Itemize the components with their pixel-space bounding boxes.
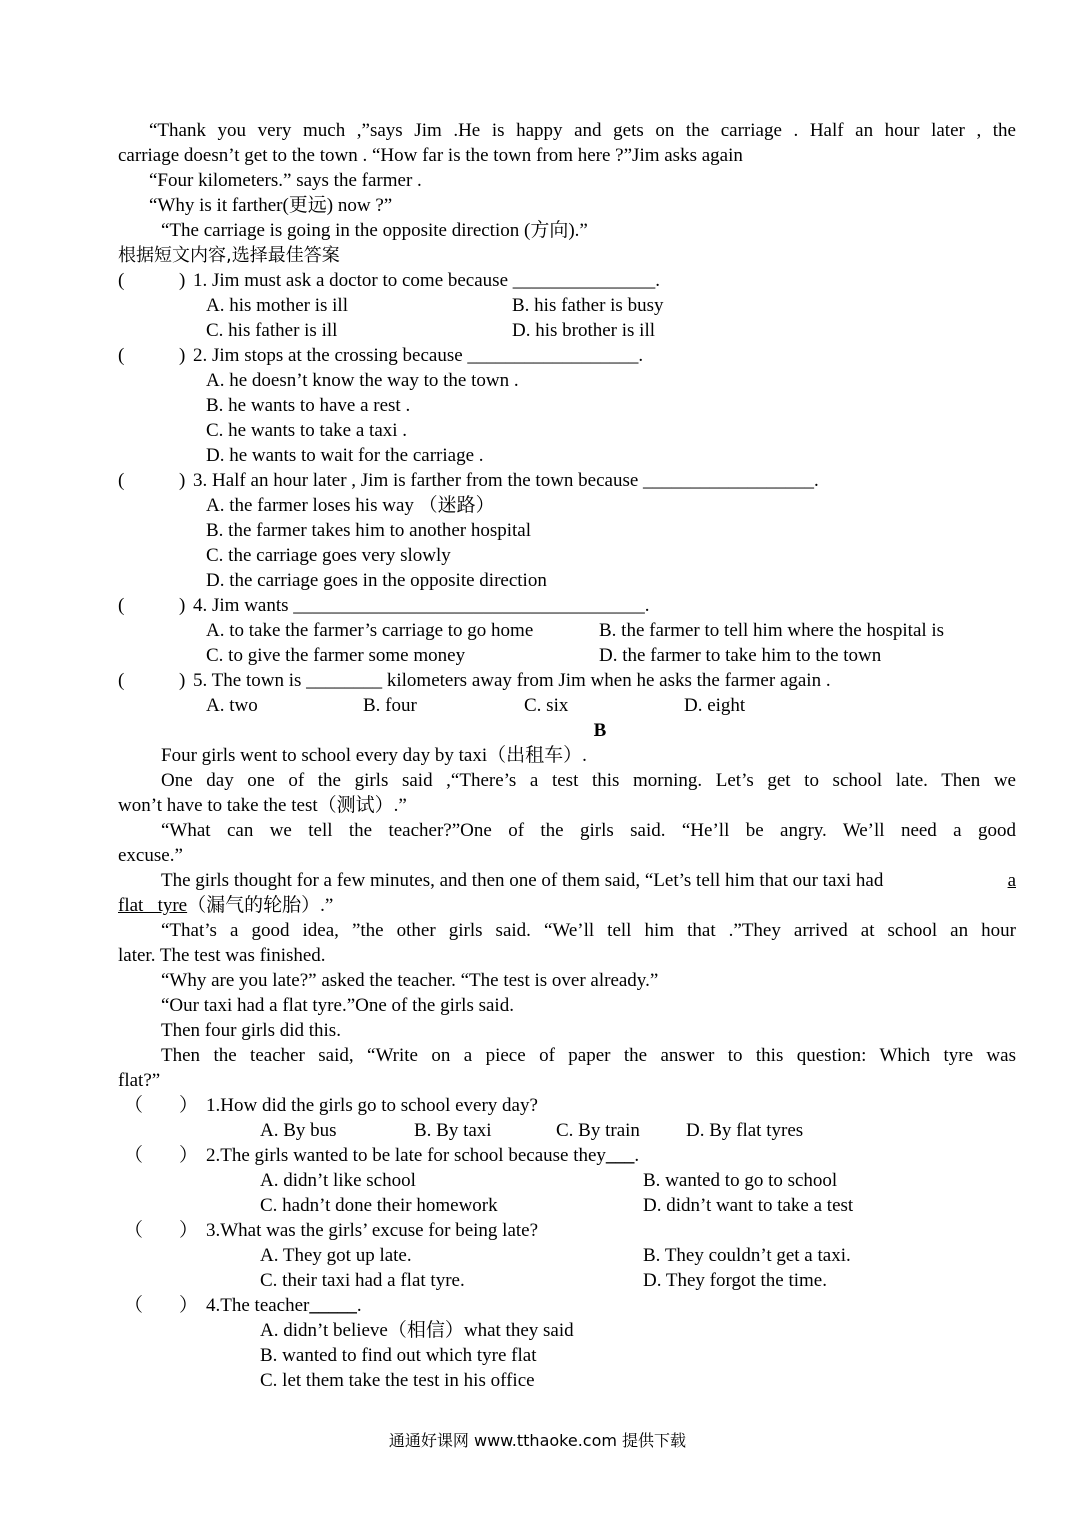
- passage-b-p6: “Why are you late?” asked the teacher. “The test is over already.”: [161, 970, 659, 991]
- option: D. didn’t want to take a test: [643, 1195, 854, 1216]
- option: C. to give the farmer some money: [206, 645, 466, 666]
- question-b4-end: .: [356, 1295, 362, 1316]
- option: C. he wants to take a taxi .: [206, 420, 408, 441]
- passage-a-line-4: “Why is it farther(更远) now ?”: [149, 195, 393, 216]
- section-b-heading: B: [593, 720, 607, 741]
- passage-b-p7: “Our taxi had a flat tyre.”One of the girls said.: [161, 995, 514, 1016]
- answer-paren-open: （: [124, 1295, 144, 1316]
- passage-b-p4a: The girls thought for a few minutes, and then one of them said, “Let’s tell him that our taxi had: [161, 870, 884, 891]
- option: D. he wants to wait for the carriage .: [206, 445, 484, 466]
- passage-b-p3a: “What can we tell the teacher?”One of the girls said. “He’ll be angry. We’ll need a good: [161, 820, 1016, 841]
- passage-a-line-1: “Thank you very much ,”says Jim .He is happy and gets on the carriage . Half an hour later , the: [149, 120, 1016, 141]
- answer-paren-close: ): [179, 270, 186, 291]
- passage-b-p4b-row: [118, 893, 333, 918]
- question-b3-stem: 3.What was the girls’ excuse for being late?: [206, 1220, 539, 1241]
- option: A. didn’t believe（相信）what they said: [260, 1320, 574, 1341]
- question-a4-stem: 4. Jim wants _____________________________________.: [193, 595, 650, 616]
- passage-b-p2a: One day one of the girls said ,“There’s a test this morning. Let’s get to school late. Then we: [161, 770, 1016, 791]
- question-b1-stem: 1.How did the girls go to school every day?: [206, 1095, 538, 1116]
- option: A. didn’t like school: [260, 1170, 416, 1191]
- question-b4-row: [206, 1293, 362, 1318]
- option: C. hadn’t done their homework: [260, 1195, 498, 1216]
- answer-paren-close: ）: [179, 1220, 199, 1241]
- answer-paren-open: （: [124, 1095, 144, 1116]
- option: A. to take the farmer’s carriage to go home: [206, 620, 534, 641]
- passage-a-line-3: “Four kilometers.” says the farmer .: [149, 170, 422, 191]
- option: A. two: [206, 695, 258, 716]
- passage-b-p1: Four girls went to school every day by taxi（出租车）.: [161, 745, 587, 766]
- answer-paren-open: (: [118, 270, 125, 291]
- passage-a-line-5: “The carriage is going in the opposite direction (方向).”: [161, 220, 588, 241]
- option: C. six: [524, 695, 569, 716]
- passage-b-p5a: “That’s a good idea, ”the other girls said. “We’ll tell him that .”They arrived at school an hour: [161, 920, 1016, 941]
- answer-paren-open: (: [118, 595, 125, 616]
- answer-paren-open: （: [124, 1220, 144, 1241]
- passage-b-p4b-underlined: flat tyre: [118, 895, 188, 916]
- option: D. the farmer to take him to the town: [599, 645, 882, 666]
- passage-b-p3b: excuse.”: [118, 845, 183, 866]
- passage-b-p4a-row: [161, 868, 1016, 893]
- question-a1-stem: 1. Jim must ask a doctor to come because _______________.: [193, 270, 661, 291]
- option: C. By train: [556, 1120, 640, 1141]
- answer-paren-open: (: [118, 470, 125, 491]
- answer-paren-close: ): [179, 595, 186, 616]
- answer-paren-open: (: [118, 670, 125, 691]
- answer-paren-close: ): [179, 345, 186, 366]
- option: C. the carriage goes very slowly: [206, 545, 451, 566]
- answer-paren-close: ）: [179, 1295, 199, 1316]
- passage-b-p4b: （漏气的轮胎）.”: [187, 895, 334, 916]
- question-b2-stem: 2.The girls wanted to be late for school because they: [206, 1145, 606, 1166]
- option: B. They couldn’t get a taxi.: [643, 1245, 851, 1266]
- option: A. the farmer loses his way （迷路）: [206, 495, 495, 516]
- passage-b-p9b: flat?”: [118, 1070, 161, 1091]
- question-a2-stem: 2. Jim stops at the crossing because __________________.: [193, 345, 644, 366]
- option: A. They got up late.: [260, 1245, 412, 1266]
- question-b4-stem: 4.The teacher: [206, 1295, 310, 1316]
- answer-paren-open: （: [124, 1145, 144, 1166]
- passage-b-p5b: later. The test was finished.: [118, 945, 326, 966]
- option: B. he wants to have a rest .: [206, 395, 411, 416]
- section-a-instruction: 根据短文内容,选择最佳答案: [118, 245, 340, 266]
- answer-blank: _____: [309, 1295, 357, 1316]
- option: D. eight: [684, 695, 746, 716]
- option: C. let them take the test in his office: [260, 1370, 535, 1391]
- option: B. wanted to find out which tyre flat: [260, 1345, 537, 1366]
- passage-b-p4a-underlined: a: [1007, 870, 1016, 891]
- option: B. wanted to go to school: [643, 1170, 838, 1191]
- answer-paren-close: ): [179, 670, 186, 691]
- passage-b-p8: Then four girls did this.: [161, 1020, 341, 1041]
- answer-blank: ___: [605, 1145, 635, 1166]
- answer-paren-close: ）: [179, 1145, 199, 1166]
- option: B. the farmer to tell him where the hospital is: [599, 620, 945, 641]
- option: B. four: [363, 695, 417, 716]
- page-footer: 通通好课网 www.tthaoke.com 提供下载: [388, 1431, 687, 1450]
- option: A. his mother is ill: [206, 295, 348, 316]
- answer-paren-close: ）: [179, 1095, 199, 1116]
- option: B. his father is busy: [512, 295, 664, 316]
- question-b2-end: .: [634, 1145, 640, 1166]
- option: A. By bus: [260, 1120, 337, 1141]
- option: D. the carriage goes in the opposite direction: [206, 570, 547, 591]
- option: A. he doesn’t know the way to the town .: [206, 370, 519, 391]
- passage-b-p2b: won’t have to take the test（测试）.”: [118, 795, 407, 816]
- question-a5-stem: 5. The town is ________ kilometers away from Jim when he asks the farmer again .: [193, 670, 831, 691]
- option: B. By taxi: [414, 1120, 492, 1141]
- option: C. their taxi had a flat tyre.: [260, 1270, 465, 1291]
- option: D. They forgot the time.: [643, 1270, 827, 1291]
- option: D. By flat tyres: [686, 1120, 804, 1141]
- option: C. his father is ill: [206, 320, 338, 341]
- answer-paren-close: ): [179, 470, 186, 491]
- option: D. his brother is ill: [512, 320, 656, 341]
- passage-b-p9a: Then the teacher said, “Write on a piece of paper the answer to this question: Which tyre was: [161, 1045, 1016, 1066]
- question-b2-row: [206, 1143, 639, 1168]
- option: B. the farmer takes him to another hospital: [206, 520, 532, 541]
- passage-a-line-2: carriage doesn’t get to the town . “How far is the town from here ?”Jim asks again: [118, 145, 743, 166]
- question-a3-stem: 3. Half an hour later , Jim is farther from the town because __________________.: [193, 470, 819, 491]
- answer-paren-open: (: [118, 345, 125, 366]
